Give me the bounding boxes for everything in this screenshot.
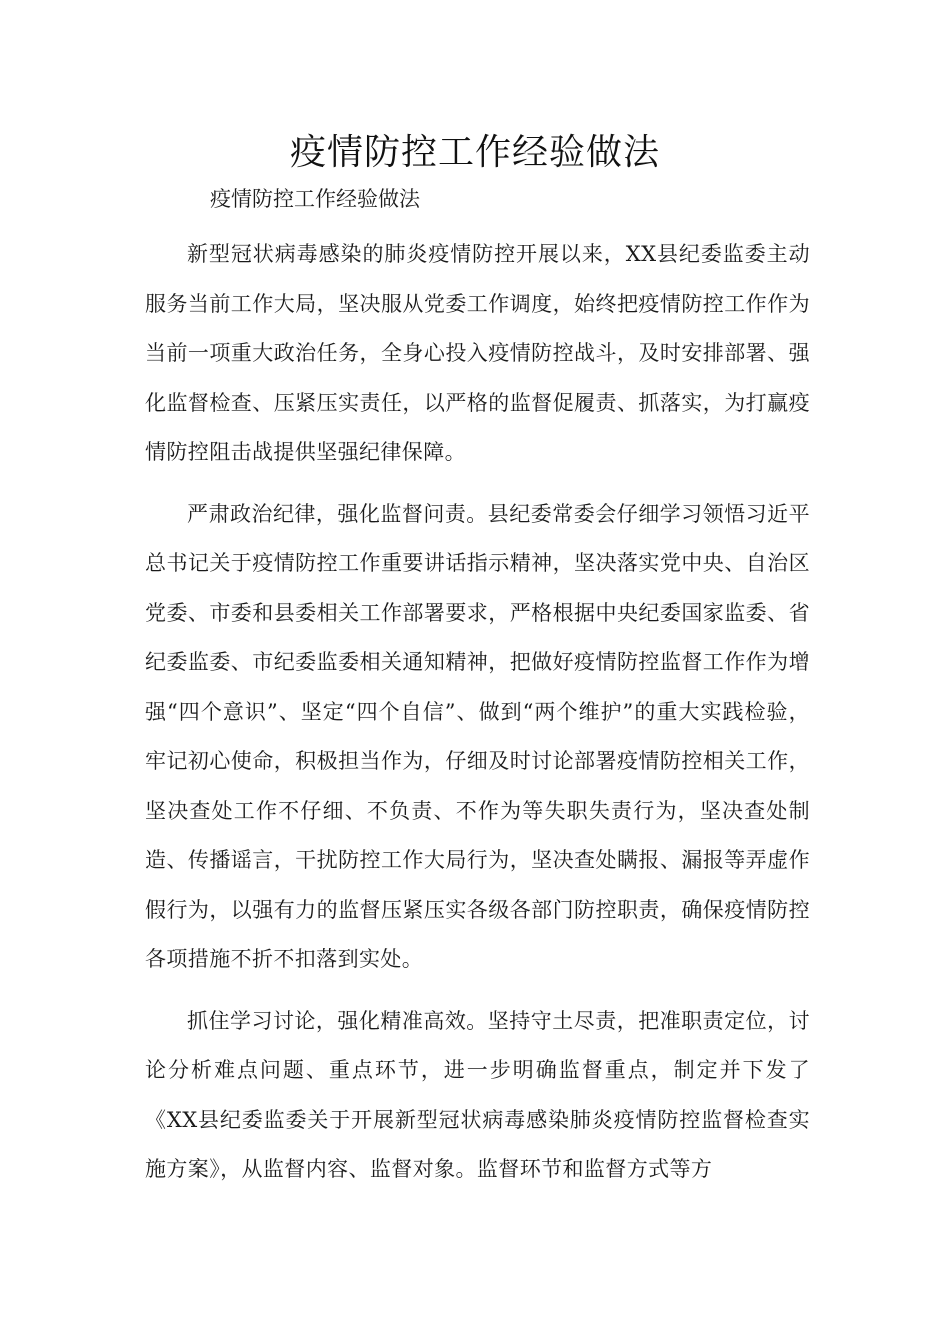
document-body [145, 230, 810, 1207]
document-subtitle: 疫情防控工作经验做法 [210, 187, 420, 211]
page-title: 疫情防控工作经验做法 [289, 132, 660, 173]
paragraph-1: 新型冠状病毒感染的肺炎疫情防控开展以来，XX县纪委监委主动服务当前工作大局，坚决服从党委工作调度，始终把疫情防控工作作为当前一项重大政治任务，全身心投入疫情防控战斗，及时安排部署、强化监督检查、压紧压实责任，以严格的监督促履责、抓落实，为打赢疫情防控阻击战提供坚强纪律保障。 [145, 242, 810, 464]
paragraph-3: 抓住学习讨论，强化精准高效。坚持守土尽责，把准职责定位，讨论分析难点问题、重点环节，进一步明确监督重点，制定并下发了《XX县纪委监委关于开展新型冠状病毒感染肺炎疫情防控监督检查实施方案》，从监督内容、监督对象。监督环节和监督方式等方 [145, 1008, 810, 1181]
paragraph-2: 严肃政治纪律，强化监督问责。县纪委常委会仔细学习领悟习近平总书记关于疫情防控工作重要讲话指示精神，坚决落实党中央、自治区党委、市委和县委相关工作部署要求，严格根据中央纪委国家监委、省纪委监委、市纪委监委相关通知精神，把做好疫情防控监督工作作为增强“四个意识”、坚定“四个自信”、做到“两个维护”的重大实践检验，牢记初心使命，积极担当作为，仔细及时讨论部署疫情防控相关工作，坚决查处工作不仔细、不负责、不作为等失职失责行为，坚决查处制造、传播谣言，干扰防控工作大局行为，坚决查处瞒报、漏报等弄虚作假行为，以强有力的监督压紧压实各级各部门防控职责，确保疫情防控各项措施不折不扣落到实处。 [145, 501, 810, 971]
